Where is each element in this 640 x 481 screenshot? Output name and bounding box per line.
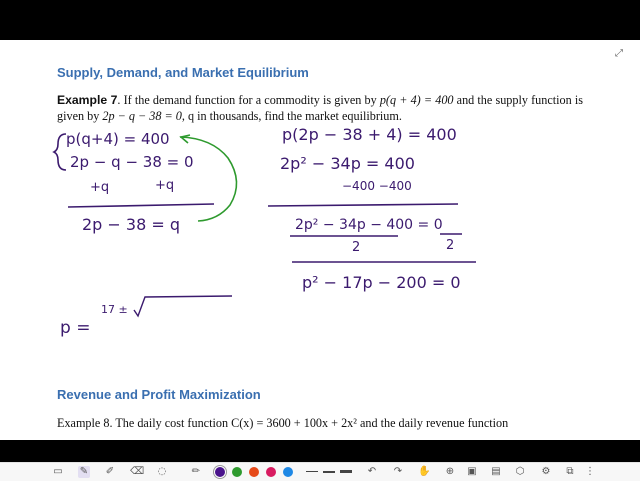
color-swatch-pink[interactable] bbox=[266, 467, 276, 477]
stroke-thick[interactable] bbox=[340, 470, 352, 473]
lasso-icon[interactable]: ◌ bbox=[157, 466, 167, 477]
ruler-icon[interactable]: ▤ bbox=[491, 466, 501, 477]
hw-sqrt-sign bbox=[134, 296, 232, 316]
shape-icon[interactable]: ⬡ bbox=[515, 466, 525, 477]
hw-final: p² − 17p − 200 = 0 bbox=[302, 273, 461, 292]
supply-equation: 2p − q − 38 = 0 bbox=[102, 109, 182, 123]
example-text-c: , q in thousands, find the market equilibrium. bbox=[181, 109, 402, 123]
pen-icon[interactable]: ✎ bbox=[79, 466, 89, 477]
hw-divider-right bbox=[268, 204, 458, 206]
example-text-a: . If the demand function for a commodity is given by bbox=[117, 93, 380, 107]
eraser-icon[interactable]: ⌫ bbox=[130, 466, 145, 477]
zoom-icon[interactable]: ⊕ bbox=[445, 466, 455, 477]
stroke-thin[interactable] bbox=[306, 471, 318, 472]
pan-icon[interactable]: ✋ bbox=[418, 466, 431, 477]
hw-add-right: +q bbox=[155, 178, 175, 193]
hw-substitution: p(2p − 38 + 4) = 400 bbox=[282, 125, 457, 144]
hw-subtract: −400 −400 bbox=[342, 179, 412, 193]
pages-icon[interactable]: ⧉ bbox=[566, 466, 574, 477]
color-swatch-blue[interactable] bbox=[283, 467, 293, 477]
substitution-arrow bbox=[180, 137, 237, 221]
color-swatch-green[interactable] bbox=[232, 467, 242, 477]
color-swatch-purple[interactable] bbox=[215, 467, 225, 477]
hw-p-lhs: p = bbox=[60, 318, 91, 338]
section-title-supply-demand: Supply, Demand, and Market Equilibrium bbox=[57, 65, 309, 80]
arrow-head bbox=[181, 135, 190, 143]
highlighter-icon[interactable]: ✐ bbox=[105, 466, 115, 477]
more-icon[interactable]: ⋮ bbox=[585, 466, 595, 477]
demand-equation: p(q + 4) = 400 bbox=[379, 93, 454, 107]
example-text-b: and the supply function is given by bbox=[57, 93, 584, 123]
document-page bbox=[0, 40, 640, 477]
insert-image-icon[interactable]: ▣ bbox=[467, 466, 477, 477]
hw-result: 2p − 38 = q bbox=[82, 215, 181, 234]
marker-icon[interactable]: ✏ bbox=[191, 466, 201, 477]
example-8-partial-line: Example 8. The daily cost function C(x) = 3600 + 100x + 2x² and the daily revenue function bbox=[57, 416, 509, 430]
hw-divide-numerator: 2p² − 34p − 400 = 0 bbox=[295, 217, 443, 233]
undo-icon[interactable]: ↶ bbox=[367, 466, 377, 477]
handwriting-layer bbox=[0, 40, 640, 440]
hw-add-left: +q bbox=[90, 180, 110, 195]
redo-icon[interactable]: ↷ bbox=[393, 466, 403, 477]
hw-eq1: p(q+4) = 400 bbox=[66, 130, 170, 148]
stroke-medium[interactable] bbox=[323, 471, 335, 473]
example-label: Example 7 bbox=[57, 93, 118, 107]
settings-icon[interactable]: ⚙ bbox=[541, 466, 551, 477]
hw-divider-left bbox=[68, 204, 214, 207]
hw-p-rhs: 17 ± bbox=[101, 303, 128, 316]
annotation-toolbar bbox=[0, 462, 640, 481]
text-icon[interactable]: ▭ bbox=[53, 466, 63, 477]
hw-expand: 2p² − 34p = 400 bbox=[280, 154, 415, 173]
section-title-revenue-profit: Revenue and Profit Maximization bbox=[57, 387, 261, 402]
hw-eq2: 2p − q − 38 = 0 bbox=[70, 153, 194, 171]
expand-icon[interactable]: ⤢ bbox=[615, 48, 623, 59]
hw-denominator-left: 2 bbox=[352, 240, 361, 255]
color-swatch-orange[interactable] bbox=[249, 467, 259, 477]
hw-denominator-right: 2 bbox=[446, 238, 455, 253]
brace-mark bbox=[54, 134, 66, 170]
